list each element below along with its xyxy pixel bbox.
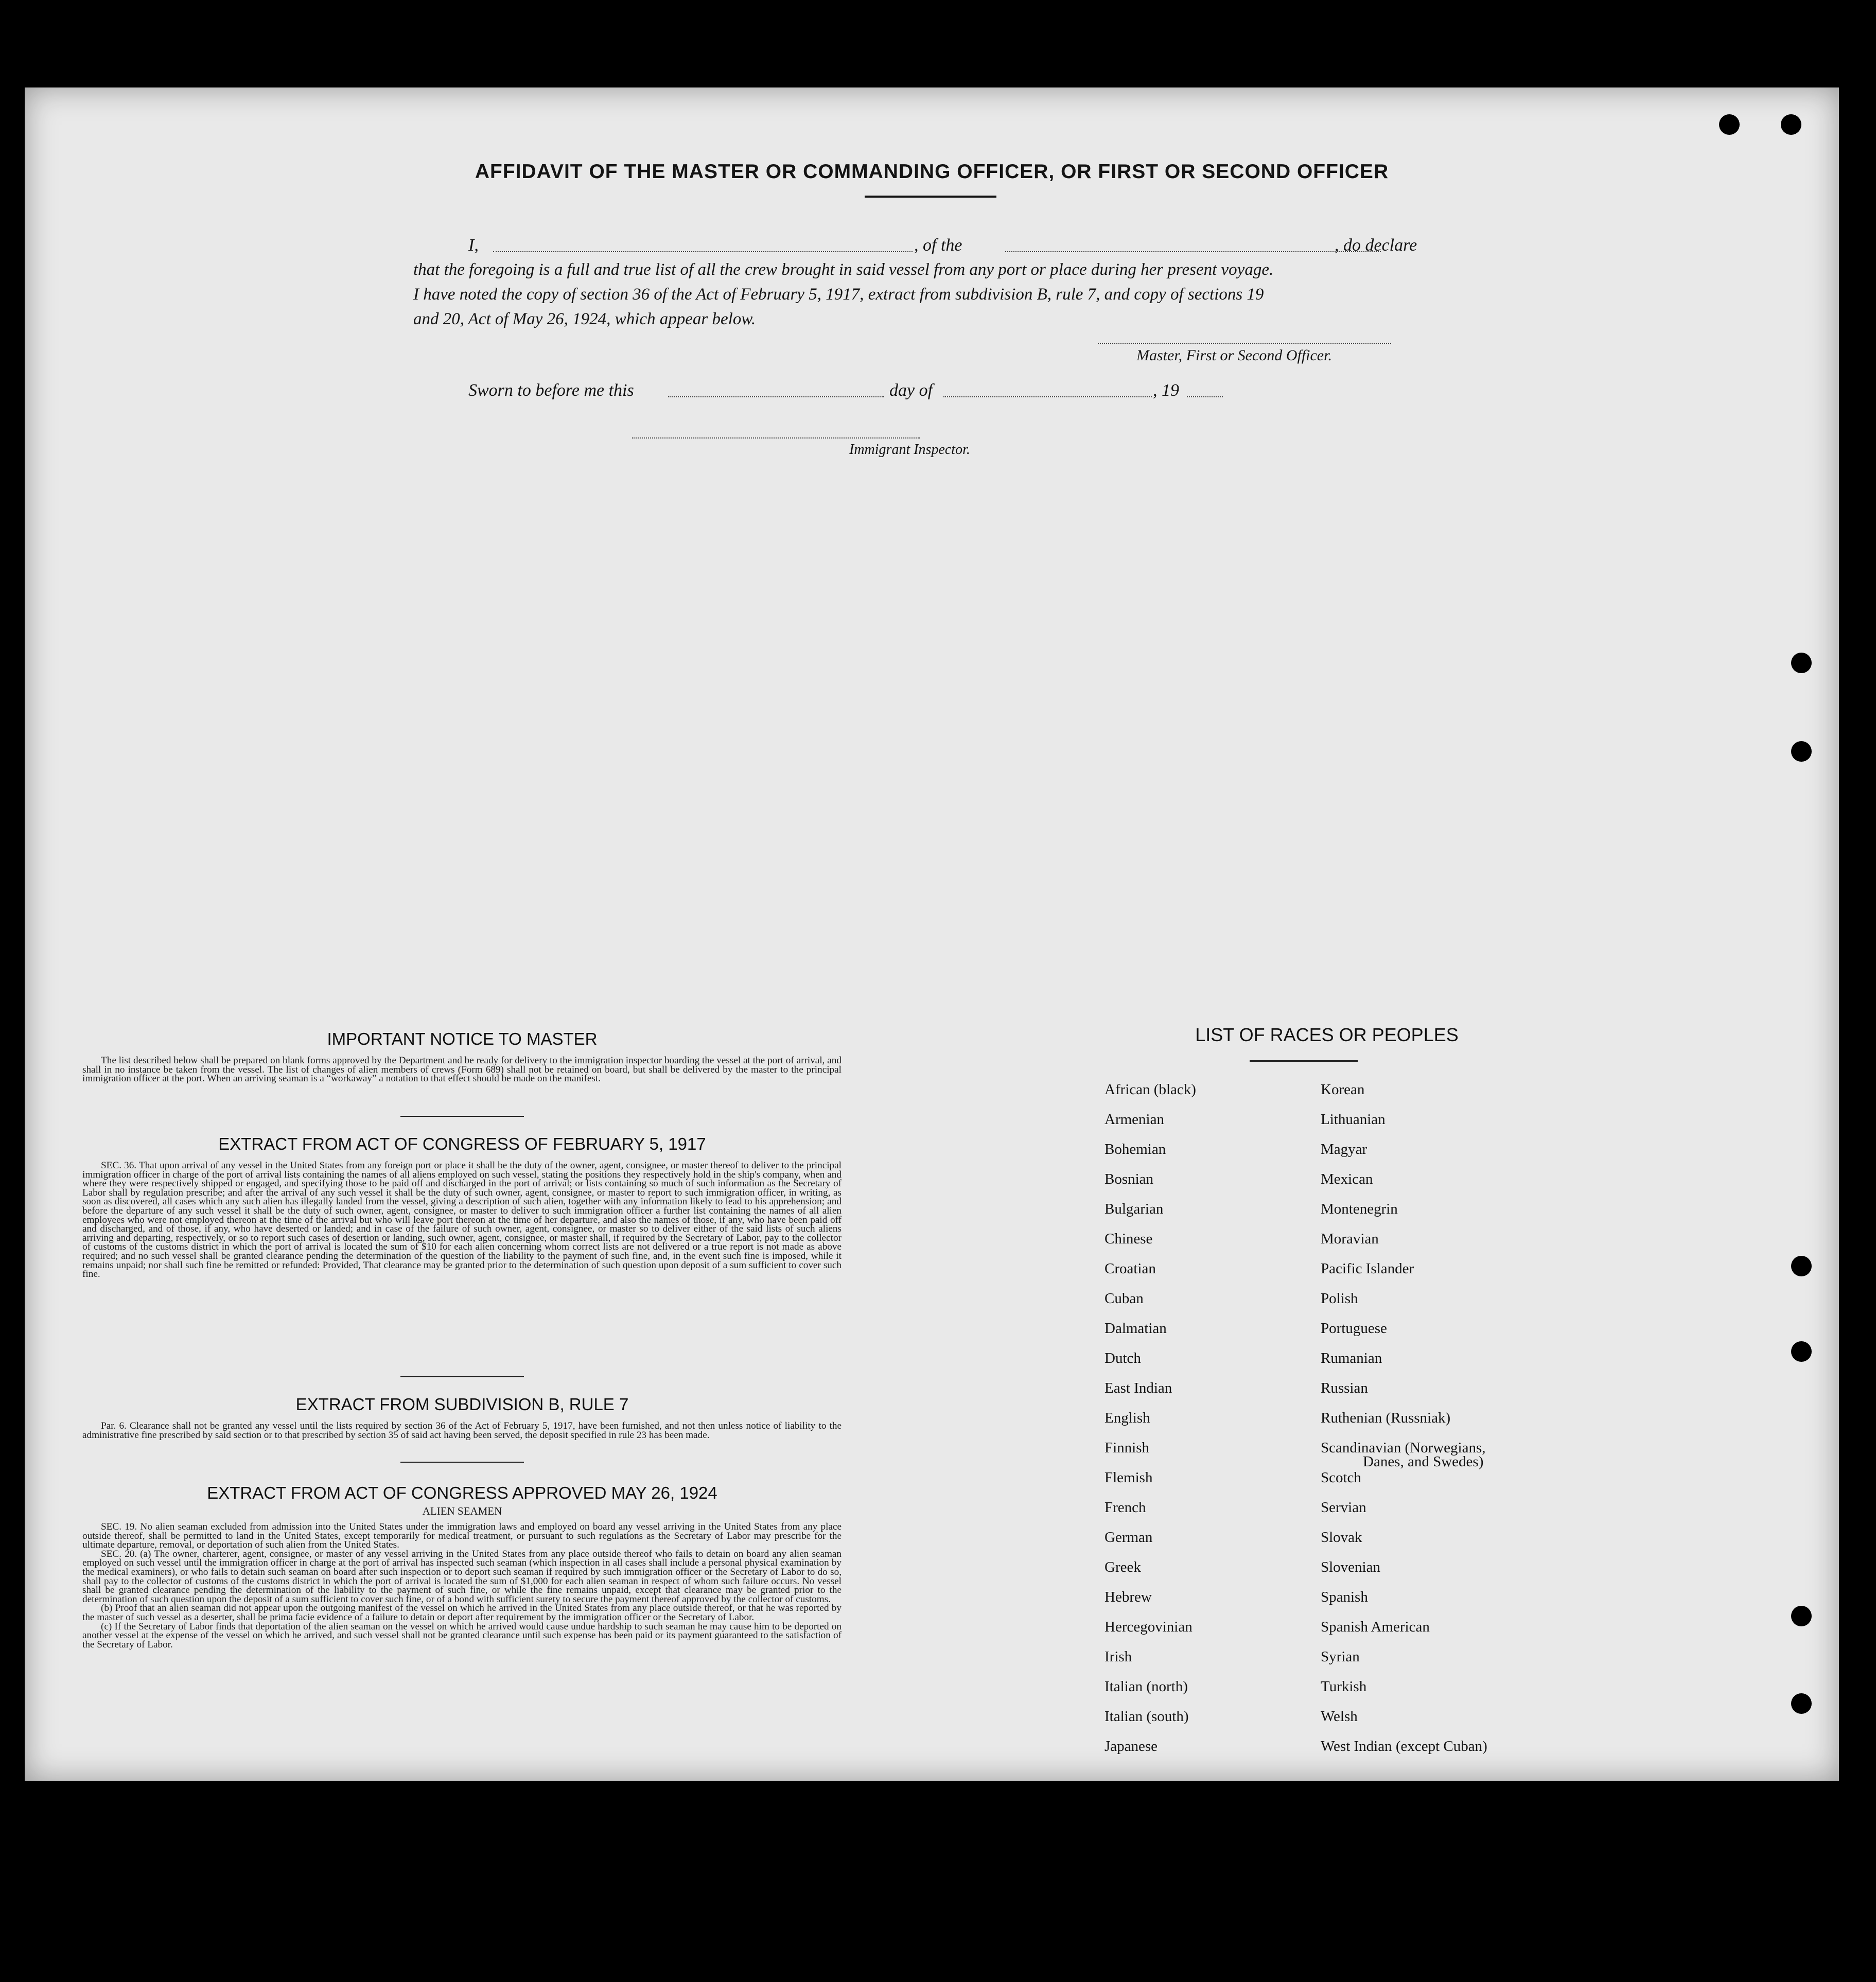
race-item: Lithuanian [1321,1111,1386,1128]
race-item: Slovak [1321,1529,1362,1546]
race-item: Hercegovinian [1104,1619,1193,1635]
sworn-year-line[interactable] [1187,396,1223,397]
race-item: Italian (north) [1104,1678,1188,1695]
race-item: Scotch [1321,1469,1361,1486]
binder-hole [1719,114,1740,135]
affidavit-title: AFFIDAVIT OF THE MASTER OR COMMANDING OFFICER, OR FIRST OR SECOND OFFICER [475,161,1389,183]
sec36-text: SEC. 36. That upon arrival of any vessel in the United States from any foreign port or place it shall be the duty of the owner, agent, consignee, or master thereof to deliver to the principal immigration officer in charge of the port of arrival lists containing the names of all aliens employed on such vessel, stating the positions they respectively hold in the ship's company, when and where they were respectively shipped or engaged, and specifying those to be paid off and discharged in the port of arrival; or lists containing so much of such information as the Secretary of Labor shall by regulation prescribe; and after the arrival of any such vessel it shall be the duty of such owner, agent, consignee, or master to report to such immigration officer, in writing, as soon as discovered, all cases which any such alien has illegally landed from the vessel, giving a description of such alien, together with any information likely to lead to his apprehension; and before the departure of any such vessel it shall be the duty of such owner, agent, consignee, or master to deliver to such immigration officer a further list containing the names of all alien employees who were not employed thereon at the time of the arrival but who will leave port thereon at the time of her departure, and also the names of those, if any, who have been paid off and discharged, and of those, if any, who have deserted or landed; and in case of the failure of such owner, agent, consignee, or master so to deliver either of the said lists of such aliens arriving and departing, respectively, or so to report such cases of desertion or landing, such owner, agent, consignee, or master shall, if required by the Secretary of Labor, pay to the collector of customs of the customs district in which the port of arrival is located the sum of $10 for each alien concerning whom correct lists are not delivered or a true report is not made as above required; and no such vessel shall be granted clearance pending the determination of the question of the liability to the payment of such fine, and, in the event such fine is imposed, while it remains unpaid; nor shall such fine be remitted or refunded: Provided, That clearance may be granted prior to the determination of such question upon deposit of a sum sufficient to cover such fine. [82,1160,841,1280]
race-item: Italian (south) [1104,1708,1189,1725]
race-item: Polish [1321,1290,1358,1307]
extract-1917-body [82,1161,841,1279]
extract-1924-title: EXTRACT FROM ACT OF CONGRESS APPROVED MAY 26, 1924 [207,1483,717,1502]
binder-hole [1791,653,1812,673]
sworn-day-line[interactable] [668,396,884,397]
sec20c-text: (c) If the Secretary of Labor finds that deportation of the alien seaman on the vessel on which he arrived would cause undue hardship to such seaman he may cause him to be deported on another vessel at the expense of the vessel on which he arrived, and such vessel shall not be granted clearance until such expense has been paid or its payment guaranteed to the satisfaction of the Secretary of Labor. [82,1621,841,1650]
inspector-signature-label: Immigrant Inspector. [849,442,970,458]
race-item: English [1104,1410,1150,1426]
race-item: Slovenian [1321,1559,1380,1575]
race-item: Pacific Islander [1321,1260,1414,1277]
race-item: Korean [1321,1081,1365,1098]
day-of-label: day of [889,381,933,400]
race-item: Armenian [1104,1111,1164,1128]
race-item: Flemish [1104,1469,1153,1486]
race-item: African (black) [1104,1081,1196,1098]
master-signature-line[interactable] [1098,343,1391,344]
section-divider [400,1376,524,1377]
binder-hole [1791,741,1812,762]
section-divider [400,1116,524,1117]
race-item: Russian [1321,1380,1368,1396]
race-item: Finnish [1104,1440,1150,1456]
declarant-label: I, [468,236,479,255]
race-item: Welsh [1321,1708,1358,1725]
vessel-name-line[interactable] [1005,251,1381,252]
binder-hole [1781,114,1801,135]
race-item: Spanish American [1321,1619,1430,1635]
declaration-line-2: I have noted the copy of section 36 of the Act of February 5, 1917, extract from subdivision B, rule 7, and copy of sections 19 [413,285,1264,304]
race-item: Syrian [1321,1648,1360,1665]
extract-1924-body [82,1522,841,1649]
declarant-name-line[interactable] [493,251,913,252]
race-item: French [1104,1499,1146,1516]
race-item: Turkish [1321,1678,1367,1695]
race-item: Ruthenian (Russniak) [1321,1410,1451,1426]
race-item: Servian [1321,1499,1366,1516]
race-item: Japanese [1104,1738,1158,1755]
sec20b-text: (b) Proof that an alien seaman did not appear upon the outgoing manifest of the vessel on which he arrived in the United States from any place outside thereof, or that he was reported by the master of such vessel as a deserter, shall be prima facie evidence of a failure to detain or deport after requirement by the immigration officer or the Secretary of Labor. [82,1603,841,1623]
notice-text: The list described below shall be prepared on blank forms approved by the Department and be ready for delivery to the immigration inspector boarding the vessel at the port of arrival, and shall in no instance be taken from the vessel. The list of changes of alien members of crews (Form 689) shall not be retained on board, but shall be delivered by the master to the principal immigration officer at the port. When an arriving seaman is a “workaway” a notation to that effect should be made on the manifest. [82,1055,841,1084]
race-item: Bohemian [1104,1141,1166,1157]
do-declare-label: , do declare [1335,236,1417,255]
notice-title: IMPORTANT NOTICE TO MASTER [327,1029,598,1048]
year-label: , 19 [1153,381,1179,400]
extract-1924-subtitle: ALIEN SEAMEN [422,1505,502,1517]
races-title-underline [1250,1060,1358,1062]
race-item: East Indian [1104,1380,1172,1396]
race-item: Cuban [1104,1290,1144,1307]
race-item: Dalmatian [1104,1320,1167,1337]
race-item: Scandinavian (Norwegians, [1321,1440,1486,1456]
race-item: Montenegrin [1321,1201,1398,1217]
notice-body [82,1056,841,1083]
extract-rule7-body [82,1422,841,1440]
race-item: West Indian (except Cuban) [1321,1738,1487,1755]
race-item: Greek [1104,1559,1141,1575]
par6-text: Par. 6. Clearance shall not be granted any vessel until the lists required by section 36 of the Act of February 5, 1917, have been furnished, and not then unless notice of liability to the administrative fine prescribed by said section or to that prescribed by section 35 of said act having been served, the deposit specified in rule 23 has been made. [82,1420,841,1441]
races-title: LIST OF RACES OR PEOPLES [1195,1024,1459,1045]
declaration-line-3: and 20, Act of May 26, 1924, which appear below. [413,310,756,328]
race-item: Croatian [1104,1260,1156,1277]
sworn-label: Sworn to before me this [468,381,634,400]
sec20a-text: SEC. 20. (a) The owner, charterer, agent, consignee, or master of any vessel arriving in the United States from any place outside thereof who fails to detain on board any alien seaman employed on such vessel until the immigration officer in charge at the port of arrival has inspected such seaman (which inspection in all cases shall include a personal physical examination by the medical examiners), or who fails to detain such seaman on board after such inspection or to deport such seaman if required by such immigration officer or the Secretary of Labor to do so, shall pay to the collector of customs of the customs district in which the port of arrival is located the sum of $1,000 for each alien seaman in respect of whom such failure occurs. No vessel shall be granted clearance pending the determination of the liability to the payment of such fine, or while the fine remains unpaid, except that clearance may be granted prior to the determination of such question upon the deposit of a sum sufficient to cover such fine, or of a bond with sufficient surety to secure the payment thereof approved by the collector of customs. [82,1548,841,1605]
master-signature-label: Master, First or Second Officer. [1136,347,1332,364]
extract-1917-title: EXTRACT FROM ACT OF CONGRESS OF FEBRUARY 5, 1917 [218,1134,706,1153]
binder-hole [1791,1341,1812,1362]
paper-sheet [25,87,1839,1781]
race-item: Bosnian [1104,1171,1154,1187]
race-item: Hebrew [1104,1589,1152,1605]
sworn-month-line[interactable] [943,396,1152,397]
race-item: Spanish [1321,1589,1368,1605]
binder-hole [1791,1606,1812,1626]
race-item: Magyar [1321,1141,1367,1157]
race-item: Bulgarian [1104,1201,1164,1217]
race-item: Chinese [1104,1231,1153,1247]
race-item: Dutch [1104,1350,1141,1366]
race-item: Irish [1104,1648,1132,1665]
race-item: Rumanian [1321,1350,1382,1366]
binder-hole [1791,1693,1812,1714]
of-the-label: , of the [914,236,962,255]
inspector-signature-line[interactable] [632,437,920,439]
section-divider [400,1462,524,1463]
binder-hole [1791,1256,1812,1276]
sec19-text: SEC. 19. No alien seaman excluded from admission into the United States under the immigration laws and employed on board any vessel arriving in the United States from any place outside thereof, shall be permitted to land in the United States, except temporarily for medical treatment, or pursuant to such regulations as the Secretary of Labor may prescribe for the ultimate departure, removal, or deportation of such alien from the United States. [82,1521,841,1551]
race-item: Moravian [1321,1231,1379,1247]
title-underline [865,196,996,198]
race-item: Mexican [1321,1171,1373,1187]
race-item: Danes, and Swedes) [1363,1453,1484,1470]
extract-rule7-title: EXTRACT FROM SUBDIVISION B, RULE 7 [295,1395,629,1414]
race-item: German [1104,1529,1153,1546]
race-item: Portuguese [1321,1320,1387,1337]
declaration-line-1: that the foregoing is a full and true list of all the crew brought in said vessel from any port or place during her present voyage. [413,260,1274,279]
